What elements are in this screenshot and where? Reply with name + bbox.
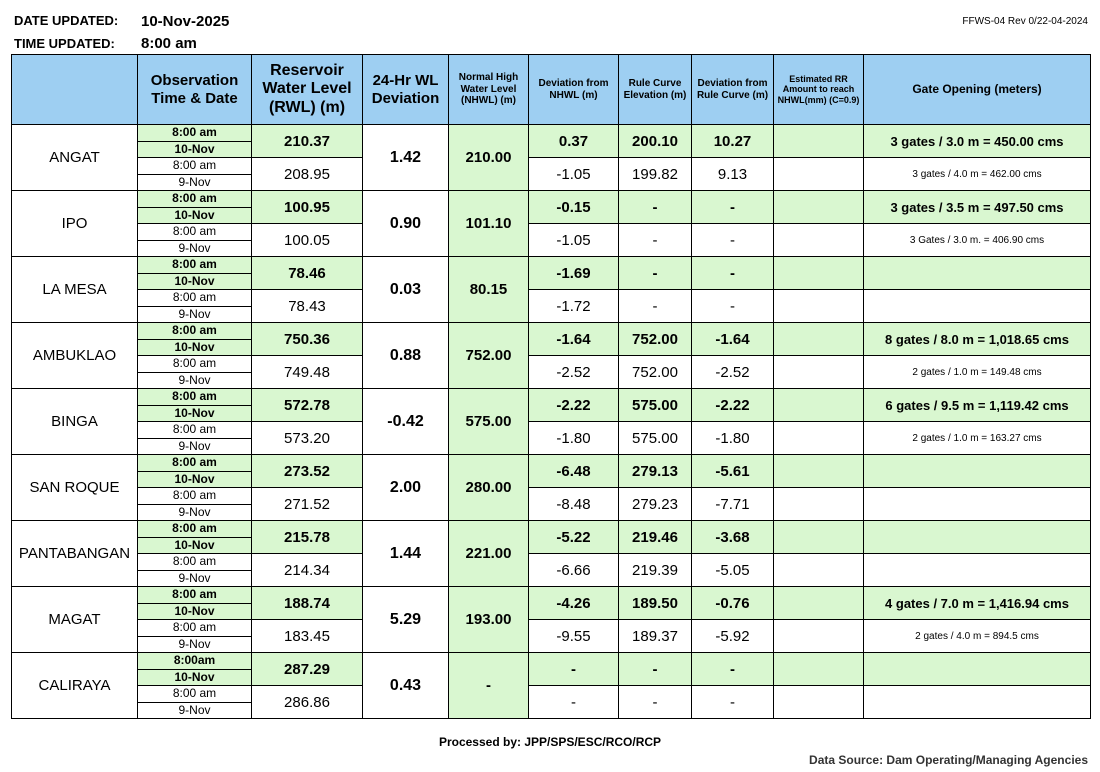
- header-24hr-deviation: 24-Hr WL Deviation: [363, 55, 449, 125]
- current-deviation-nhwl: -1.69: [529, 257, 619, 290]
- nhwl-value: 210.00: [449, 125, 529, 191]
- current-rwl: 750.36: [252, 323, 363, 356]
- nhwl-value: 193.00: [449, 587, 529, 653]
- previous-deviation-rule-curve: -7.71: [692, 488, 774, 521]
- previous-rwl: 78.43: [252, 290, 363, 323]
- previous-gate-opening: 2 gates / 1.0 m = 163.27 cms: [864, 422, 1091, 455]
- previous-gate-opening: [864, 290, 1091, 323]
- previous-estimated-rr: [774, 224, 864, 257]
- current-obs-time: 8:00 am: [138, 257, 252, 274]
- previous-rwl: 749.48: [252, 356, 363, 389]
- table-header-row: [12, 55, 1091, 125]
- form-code: FFWS-04 Rev 0/22-04-2024: [962, 16, 1088, 27]
- current-gate-opening: [864, 257, 1091, 290]
- header-rwl: Reservoir Water Level (RWL) (m): [252, 55, 363, 125]
- previous-rule-curve: 575.00: [619, 422, 692, 455]
- previous-obs-time: 8:00 am: [138, 620, 252, 637]
- previous-obs-time: 8:00 am: [138, 158, 252, 175]
- previous-obs-time: 8:00 am: [138, 224, 252, 241]
- table-row: [12, 389, 1091, 406]
- current-estimated-rr: [774, 587, 864, 620]
- previous-gate-opening: [864, 686, 1091, 719]
- previous-estimated-rr: [774, 620, 864, 653]
- current-obs-date: 10-Nov: [138, 141, 252, 158]
- header-deviation-nhwl: Deviation from NHWL (m): [529, 55, 619, 125]
- current-gate-opening: 3 gates / 3.5 m = 497.50 cms: [864, 191, 1091, 224]
- current-estimated-rr: [774, 125, 864, 158]
- table-row: [12, 488, 1091, 505]
- table-body: [12, 125, 1091, 719]
- nhwl-value: 280.00: [449, 455, 529, 521]
- previous-obs-date: 9-Nov: [138, 504, 252, 521]
- previous-obs-time: 8:00 am: [138, 488, 252, 505]
- current-rule-curve: -: [619, 653, 692, 686]
- previous-deviation-rule-curve: -: [692, 290, 774, 323]
- nhwl-value: 101.10: [449, 191, 529, 257]
- dam-name: IPO: [12, 191, 138, 257]
- dam-name: ANGAT: [12, 125, 138, 191]
- current-estimated-rr: [774, 521, 864, 554]
- current-rwl: 100.95: [252, 191, 363, 224]
- current-estimated-rr: [774, 389, 864, 422]
- dam-name: LA MESA: [12, 257, 138, 323]
- header-deviation-rule-curve: Deviation from Rule Curve (m): [692, 55, 774, 125]
- time-updated-label: TIME UPDATED:: [14, 36, 115, 51]
- current-gate-opening: 8 gates / 8.0 m = 1,018.65 cms: [864, 323, 1091, 356]
- wl-24hr-deviation: 5.29: [363, 587, 449, 653]
- previous-obs-time: 8:00 am: [138, 356, 252, 373]
- current-obs-time: 8:00 am: [138, 455, 252, 472]
- nhwl-value: 80.15: [449, 257, 529, 323]
- current-deviation-nhwl: -: [529, 653, 619, 686]
- wl-24hr-deviation: 0.90: [363, 191, 449, 257]
- previous-rule-curve: -: [619, 686, 692, 719]
- wl-24hr-deviation: 2.00: [363, 455, 449, 521]
- previous-deviation-nhwl: -8.48: [529, 488, 619, 521]
- previous-deviation-nhwl: -1.05: [529, 224, 619, 257]
- table-row: [12, 455, 1091, 472]
- current-gate-opening: 6 gates / 9.5 m = 1,119.42 cms: [864, 389, 1091, 422]
- current-deviation-rule-curve: 10.27: [692, 125, 774, 158]
- current-obs-time: 8:00 am: [138, 125, 252, 142]
- table-row: [12, 686, 1091, 703]
- current-deviation-nhwl: -0.15: [529, 191, 619, 224]
- table-row: [12, 290, 1091, 307]
- nhwl-value: 752.00: [449, 323, 529, 389]
- nhwl-value: 221.00: [449, 521, 529, 587]
- previous-deviation-nhwl: -: [529, 686, 619, 719]
- current-rule-curve: 752.00: [619, 323, 692, 356]
- header-estimated-rr: Estimated RR Amount to reach NHWL(mm) (C=0.9): [774, 55, 864, 125]
- previous-rwl: 271.52: [252, 488, 363, 521]
- table-row: [12, 587, 1091, 604]
- current-rwl: 78.46: [252, 257, 363, 290]
- previous-rwl: 286.86: [252, 686, 363, 719]
- current-deviation-rule-curve: -5.61: [692, 455, 774, 488]
- previous-rule-curve: 189.37: [619, 620, 692, 653]
- header-nhwl: Normal High Water Level (NHWL) (m): [449, 55, 529, 125]
- current-rule-curve: 189.50: [619, 587, 692, 620]
- previous-gate-opening: 3 Gates / 3.0 m. = 406.90 cms: [864, 224, 1091, 257]
- previous-rule-curve: 752.00: [619, 356, 692, 389]
- table-row: [12, 125, 1091, 142]
- previous-rule-curve: -: [619, 224, 692, 257]
- nhwl-value: -: [449, 653, 529, 719]
- previous-estimated-rr: [774, 290, 864, 323]
- current-obs-time: 8:00 am: [138, 323, 252, 340]
- header-dam-blank: [12, 55, 138, 125]
- current-rule-curve: 219.46: [619, 521, 692, 554]
- nhwl-value: 575.00: [449, 389, 529, 455]
- current-rwl: 287.29: [252, 653, 363, 686]
- processed-by: Processed by: JPP/SPS/ESC/RCO/RCP: [438, 735, 662, 749]
- current-estimated-rr: [774, 257, 864, 290]
- table-row: [12, 158, 1091, 175]
- current-deviation-nhwl: -4.26: [529, 587, 619, 620]
- time-updated-value: 8:00 am: [141, 35, 197, 52]
- current-deviation-nhwl: -6.48: [529, 455, 619, 488]
- previous-rwl: 183.45: [252, 620, 363, 653]
- dam-name: MAGAT: [12, 587, 138, 653]
- previous-gate-opening: 3 gates / 4.0 m = 462.00 cms: [864, 158, 1091, 191]
- current-obs-time: 8:00 am: [138, 521, 252, 538]
- wl-24hr-deviation: 1.42: [363, 125, 449, 191]
- previous-obs-date: 9-Nov: [138, 438, 252, 455]
- current-rule-curve: -: [619, 191, 692, 224]
- current-gate-opening: 3 gates / 3.0 m = 450.00 cms: [864, 125, 1091, 158]
- current-obs-date: 10-Nov: [138, 405, 252, 422]
- current-rule-curve: 279.13: [619, 455, 692, 488]
- previous-gate-opening: 2 gates / 1.0 m = 149.48 cms: [864, 356, 1091, 389]
- previous-estimated-rr: [774, 356, 864, 389]
- header-observation: Observation Time & Date: [138, 55, 252, 125]
- current-obs-date: 10-Nov: [138, 603, 252, 620]
- current-estimated-rr: [774, 455, 864, 488]
- previous-rwl: 214.34: [252, 554, 363, 587]
- current-gate-opening: [864, 455, 1091, 488]
- current-rwl: 215.78: [252, 521, 363, 554]
- wl-24hr-deviation: 0.43: [363, 653, 449, 719]
- dam-name: PANTABANGAN: [12, 521, 138, 587]
- current-deviation-nhwl: -5.22: [529, 521, 619, 554]
- previous-deviation-rule-curve: -5.05: [692, 554, 774, 587]
- current-obs-date: 10-Nov: [138, 471, 252, 488]
- previous-gate-opening: 2 gates / 4.0 m = 894.5 cms: [864, 620, 1091, 653]
- table-row: [12, 356, 1091, 373]
- current-obs-date: 10-Nov: [138, 339, 252, 356]
- reservoir-table: [11, 54, 1091, 719]
- previous-estimated-rr: [774, 488, 864, 521]
- previous-obs-date: 9-Nov: [138, 240, 252, 257]
- date-updated-value: 10-Nov-2025: [141, 13, 230, 30]
- wl-24hr-deviation: 1.44: [363, 521, 449, 587]
- dam-name: AMBUKLAO: [12, 323, 138, 389]
- wl-24hr-deviation: 0.03: [363, 257, 449, 323]
- current-gate-opening: 4 gates / 7.0 m = 1,416.94 cms: [864, 587, 1091, 620]
- table-row: [12, 257, 1091, 274]
- previous-deviation-nhwl: -1.80: [529, 422, 619, 455]
- previous-gate-opening: [864, 488, 1091, 521]
- current-deviation-rule-curve: -2.22: [692, 389, 774, 422]
- current-estimated-rr: [774, 323, 864, 356]
- previous-rwl: 573.20: [252, 422, 363, 455]
- current-obs-date: 10-Nov: [138, 669, 252, 686]
- dam-name: CALIRAYA: [12, 653, 138, 719]
- header-rule-curve: Rule Curve Elevation (m): [619, 55, 692, 125]
- data-source: Data Source: Dam Operating/Managing Agencies: [809, 753, 1088, 767]
- table-row: [12, 653, 1091, 670]
- current-rule-curve: 575.00: [619, 389, 692, 422]
- previous-deviation-nhwl: -9.55: [529, 620, 619, 653]
- previous-estimated-rr: [774, 158, 864, 191]
- current-rwl: 572.78: [252, 389, 363, 422]
- previous-obs-time: 8:00 am: [138, 686, 252, 703]
- current-deviation-nhwl: -1.64: [529, 323, 619, 356]
- dam-name: BINGA: [12, 389, 138, 455]
- current-rwl: 273.52: [252, 455, 363, 488]
- current-deviation-rule-curve: -: [692, 257, 774, 290]
- current-deviation-rule-curve: -1.64: [692, 323, 774, 356]
- current-deviation-rule-curve: -3.68: [692, 521, 774, 554]
- previous-deviation-nhwl: -6.66: [529, 554, 619, 587]
- header-gate-opening: Gate Opening (meters): [864, 55, 1091, 125]
- previous-estimated-rr: [774, 422, 864, 455]
- previous-estimated-rr: [774, 554, 864, 587]
- previous-deviation-rule-curve: -: [692, 224, 774, 257]
- current-rwl: 210.37: [252, 125, 363, 158]
- current-estimated-rr: [774, 653, 864, 686]
- table-row: [12, 191, 1091, 208]
- current-rwl: 188.74: [252, 587, 363, 620]
- previous-deviation-rule-curve: -1.80: [692, 422, 774, 455]
- previous-deviation-rule-curve: 9.13: [692, 158, 774, 191]
- previous-rule-curve: 199.82: [619, 158, 692, 191]
- current-obs-time: 8:00 am: [138, 389, 252, 406]
- previous-deviation-rule-curve: -: [692, 686, 774, 719]
- current-gate-opening: [864, 653, 1091, 686]
- previous-rule-curve: 219.39: [619, 554, 692, 587]
- current-obs-time: 8:00 am: [138, 191, 252, 208]
- previous-obs-time: 8:00 am: [138, 554, 252, 571]
- previous-estimated-rr: [774, 686, 864, 719]
- previous-obs-date: 9-Nov: [138, 570, 252, 587]
- previous-rule-curve: -: [619, 290, 692, 323]
- previous-obs-date: 9-Nov: [138, 636, 252, 653]
- current-obs-date: 10-Nov: [138, 537, 252, 554]
- table-row: [12, 554, 1091, 571]
- previous-rwl: 208.95: [252, 158, 363, 191]
- previous-deviation-rule-curve: -2.52: [692, 356, 774, 389]
- current-deviation-rule-curve: -0.76: [692, 587, 774, 620]
- previous-obs-date: 9-Nov: [138, 702, 252, 719]
- table-row: [12, 620, 1091, 637]
- table-row: [12, 521, 1091, 538]
- dam-name: SAN ROQUE: [12, 455, 138, 521]
- previous-rwl: 100.05: [252, 224, 363, 257]
- previous-obs-date: 9-Nov: [138, 174, 252, 191]
- wl-24hr-deviation: -0.42: [363, 389, 449, 455]
- current-rule-curve: 200.10: [619, 125, 692, 158]
- current-deviation-rule-curve: -: [692, 653, 774, 686]
- previous-gate-opening: [864, 554, 1091, 587]
- date-updated-label: DATE UPDATED:: [14, 13, 119, 28]
- current-deviation-nhwl: -2.22: [529, 389, 619, 422]
- wl-24hr-deviation: 0.88: [363, 323, 449, 389]
- current-estimated-rr: [774, 191, 864, 224]
- previous-obs-time: 8:00 am: [138, 290, 252, 307]
- previous-deviation-rule-curve: -5.92: [692, 620, 774, 653]
- previous-deviation-nhwl: -1.05: [529, 158, 619, 191]
- table-row: [12, 422, 1091, 439]
- previous-obs-date: 9-Nov: [138, 306, 252, 323]
- table-row: [12, 224, 1091, 241]
- current-rule-curve: -: [619, 257, 692, 290]
- current-obs-date: 10-Nov: [138, 273, 252, 290]
- current-obs-date: 10-Nov: [138, 207, 252, 224]
- current-deviation-rule-curve: -: [692, 191, 774, 224]
- previous-deviation-nhwl: -2.52: [529, 356, 619, 389]
- previous-deviation-nhwl: -1.72: [529, 290, 619, 323]
- current-obs-time: 8:00 am: [138, 587, 252, 604]
- previous-rule-curve: 279.23: [619, 488, 692, 521]
- previous-obs-time: 8:00 am: [138, 422, 252, 439]
- current-gate-opening: [864, 521, 1091, 554]
- current-deviation-nhwl: 0.37: [529, 125, 619, 158]
- previous-obs-date: 9-Nov: [138, 372, 252, 389]
- table-row: [12, 323, 1091, 340]
- current-obs-time: 8:00am: [138, 653, 252, 670]
